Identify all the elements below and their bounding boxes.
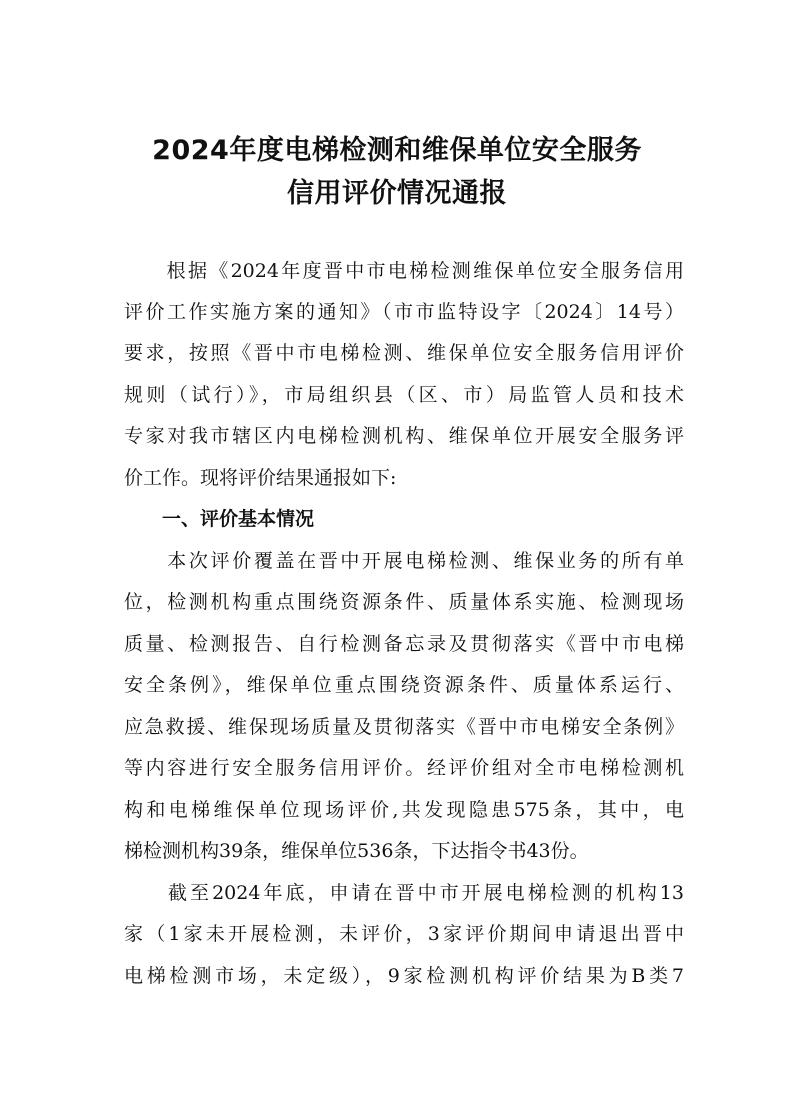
section-heading: 一、评价基本情况 — [162, 508, 315, 530]
document-title-line-2: 信用评价情况通报 — [287, 178, 507, 209]
paragraph-2-line: 位，检测机构重点围绕资源条件、质量体系实施、检测现场 — [124, 591, 684, 613]
paragraph-2-line: 梯检测机构39条，维保单位536条，下达指令书43份。 — [124, 840, 589, 862]
paragraph-1-line: 专家对我市辖区内电梯检测机构、维保单位开展安全服务评 — [124, 425, 684, 447]
paragraph-2-line: 质量、检测报告、自行检测备忘录及贯彻落实《晋中市电梯 — [124, 633, 684, 655]
paragraph-2-line: 等内容进行安全服务信用评价。经评价组对全市电梯检测机 — [124, 757, 684, 779]
paragraph-3-line: 家（1家未开展检测，未评价，3家评价期间申请退出晋中 — [124, 923, 684, 945]
paragraph-1-line: 要求，按照《晋中市电梯检测、维保单位安全服务信用评价 — [124, 342, 684, 364]
paragraph-2-line: 安全条例》，维保单位重点围绕资源条件、质量体系运行、 — [124, 674, 684, 696]
paragraph-2-line: 本次评价覆盖在晋中开展电梯检测、维保业务的所有单 — [124, 550, 684, 572]
paragraph-3-line: 截至2024年底，申请在晋中市开展电梯检测的机构13 — [124, 882, 684, 904]
paragraph-2-line: 应急救援、维保现场质量及贯彻落实《晋中市电梯安全条例》 — [124, 716, 684, 738]
paragraph-1-line: 价工作。现将评价结果通报如下: — [124, 467, 397, 489]
paragraph-1-line: 评价工作实施方案的通知》（市市监特设字〔2024〕14号） — [124, 301, 684, 323]
paragraph-1-line: 根据《2024年度晋中市电梯检测维保单位安全服务信用 — [124, 260, 684, 282]
document-title-line-1: 2024年度电梯检测和维保单位安全服务 — [152, 135, 642, 166]
paragraph-3-line: 电梯检测市场，未定级），9家检测机构评价结果为B类7 — [124, 965, 684, 987]
paragraph-2-line: 构和电梯维保单位现场评价,共发现隐患575条，其中，电 — [124, 799, 684, 821]
paragraph-1-line: 规则（试行）》，市局组织县（区、市）局监管人员和技术 — [124, 384, 684, 406]
